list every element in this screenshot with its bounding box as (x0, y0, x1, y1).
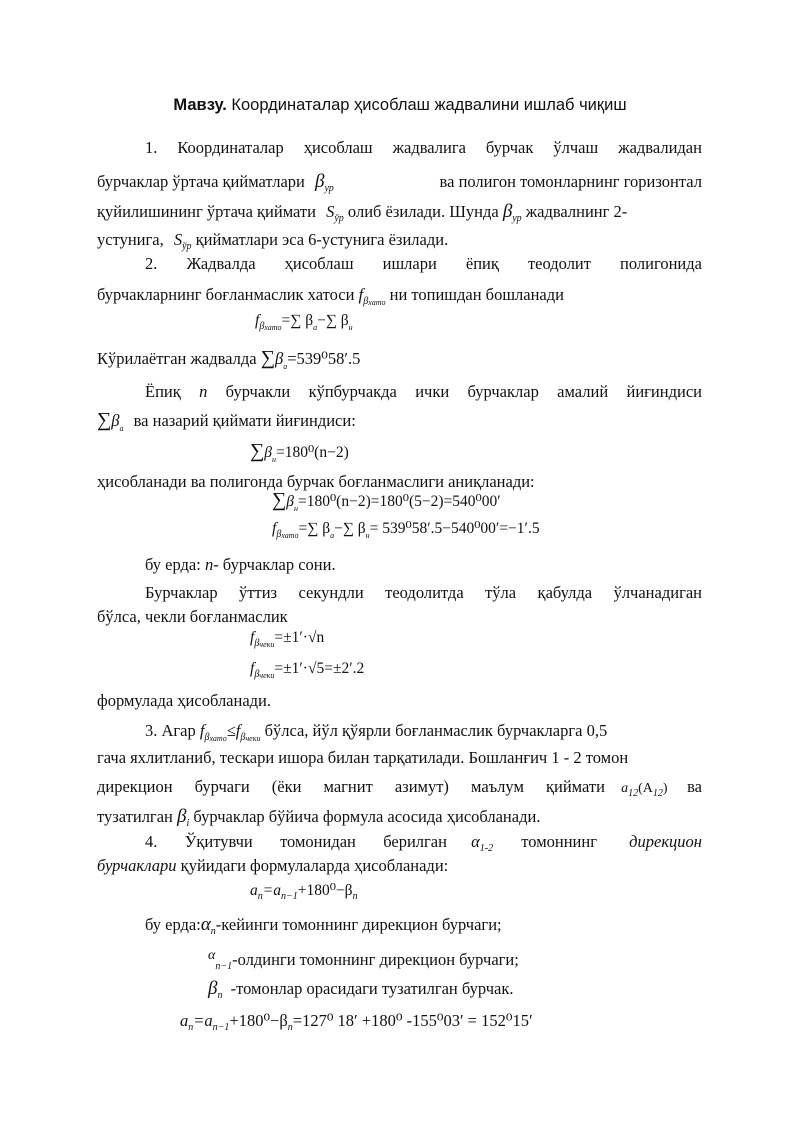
condition-formula: $f_{\beta хато}\le f_{\beta чеки}$ (199, 721, 261, 743)
p1-line2: бурчаклар ўртача қийматлари $\beta_{ур}$ ва полигон томонларнинг горизонтал (97, 171, 702, 194)
formula-theoretical: $\sum\beta_н=180^0(n-2)$ (250, 440, 349, 464)
alpha12-symbol: $\alpha_{1-2}$ (471, 832, 494, 854)
p2-line1: 2. Жадвалда ҳисоблаш ишлари ёпиқ теодолит полигонида (145, 254, 702, 273)
formula-limit-calc: $f_{\beta чеки}=\pm 1'\cdot√5=\pm 2'.2$ (250, 660, 365, 680)
alpha-n1-symbol: $^\alpha_{n-1}$ (208, 948, 233, 972)
p2-line8: Бурчаклар ўттиз секундли теодолитда тўла қабулда ўлчанадиган (145, 583, 702, 602)
p4-line2: бурчаклари қуйидаги формулаларда ҳисобланади: (97, 856, 449, 875)
formula-misclosure: $f_{\beta хато}=\sum$ $\beta_а-\sum$ $\beta_н$ (255, 312, 353, 332)
formula-misclosure-calc: $f_{\beta хато}=\sum$ $\beta_а-\sum$ $\beta_н= 539^058'.5-540^000'=-1'.5$ (272, 520, 540, 540)
title-rest: Координаталар ҳисоблаш жадвалини ишлаб чиқиш (226, 96, 627, 114)
beta-yr-symbol-2: $\beta_{ур}$ (502, 201, 522, 224)
p4-line4: $^\alpha_{n-1}$-олдинги томоннинг дирекцион бурчаги; (208, 948, 519, 972)
p2-line7: бу ерда: n- бурчаклар сони. (145, 555, 336, 574)
p1-line3: қуйилишининг ўртача қиймати $S_{ўр}$ олиб ёзилади. Шунда $\beta_{ур}$ жадвалнинг 2- (97, 201, 628, 224)
formula-theoretical-calc: $\sum\beta_н=180^0(n-2)=180^0(5-2)=540^000'$ (272, 489, 501, 513)
p2-line5: $\sum\beta_а$ ва назарий қиймати йиғиндиси: (97, 409, 356, 433)
beta-i-symbol: $\beta_i$ (176, 806, 190, 829)
p2-line3: Кўрилаётган жадвалда $\sum\beta_а=539^058'.5$ (97, 347, 361, 371)
s-yr-symbol-2: $S_{ўр}$ (173, 230, 192, 252)
p4-line1: 4. Ўқитувчи томонидан берилган $\alpha_{1-2}$ томоннинг дирекцион (145, 832, 702, 854)
beta-yr-symbol: $\beta_{ур}$ (315, 171, 334, 194)
p3-line2: гача яхлитланиб, тескари ишора билан тарқатилади. Бошланғич 1 - 2 томон (97, 748, 629, 767)
p2-line4: Ёпиқ n бурчакли кўпбурчакда ички бурчаклар амалий йиғиндиси (145, 382, 702, 401)
p2-line2: бурчакларнинг боғланмаслик хатоси $f_{\beta хато}$ ни топишдан бошланади (97, 285, 564, 307)
p4-line6: $a_n=a_{n-1}+180^0-\beta_n=127^0$ 18′ +180⁰ -155⁰03′ = 152⁰15′ (180, 1011, 533, 1033)
p1-line1: 1. Координаталар ҳисоблаш жадвалига бурчак ўлчаш жадвалидан (145, 138, 702, 157)
p3-line1: 3. Агар $f_{\beta хато}\le f_{\beta чеки}$ бўлса, йўл қўярли боғланмаслик бурчакларга 0,5 (145, 721, 608, 743)
a12-symbol: $а_{12}(А_{12})$ (621, 781, 668, 799)
sum-measured: $\sum\beta_а=539^058'.5$ (260, 347, 361, 371)
page-title (0, 96, 800, 115)
p1-line4: устунига, $S_{ўр}$ қийматлари эса 6-устунига ёзилади. (97, 230, 449, 252)
formula-direction: $a_n=a_{n-1}+180^0-\beta_n$ (250, 882, 358, 902)
alpha-n-symbol: $\alpha_n$ (200, 914, 216, 937)
beta-n-symbol: $\beta_n$ (208, 978, 223, 1001)
p4-line3: бу $ерда:\alpha_n$-кейинги томоннинг дирекцион бурчаги; (145, 914, 502, 937)
p2-line9: бўлса, чекли боғланмаслик (97, 607, 288, 626)
title-bold: Мавзу. (173, 96, 227, 114)
p4-line5: $\beta_n$ -томонлар орасидаги тузатилган бурчак. (208, 978, 514, 1001)
p3-line3: дирекцион бурчаги (ёки магнит азимут) маълум қиймати $а_{12}(А_{12})$ ва (97, 777, 702, 799)
direction-formula-inline: $a_n=a_{n-1}+180^0-\beta_n$ (180, 1011, 293, 1033)
p2-line6: ҳисобланади ва полигонда бурчак боғланмаслиги аниқланади: (97, 472, 535, 491)
p2-line10: формулада ҳисобланади. (97, 691, 272, 710)
s-yr-symbol: $S_{ўр}$ (326, 202, 344, 224)
sum-beta-a-symbol: $\sum\beta_а$ (97, 409, 124, 433)
p3-line4: тузатилган $\beta_i$ бурчаклар бўйича формула асосида ҳисобланади. (97, 806, 541, 829)
f-beta-hato-symbol: $f_{\beta хато}$ (358, 285, 386, 307)
formula-limit: $f_{\beta чеки}=\pm 1'\cdot√n$ (250, 629, 325, 649)
